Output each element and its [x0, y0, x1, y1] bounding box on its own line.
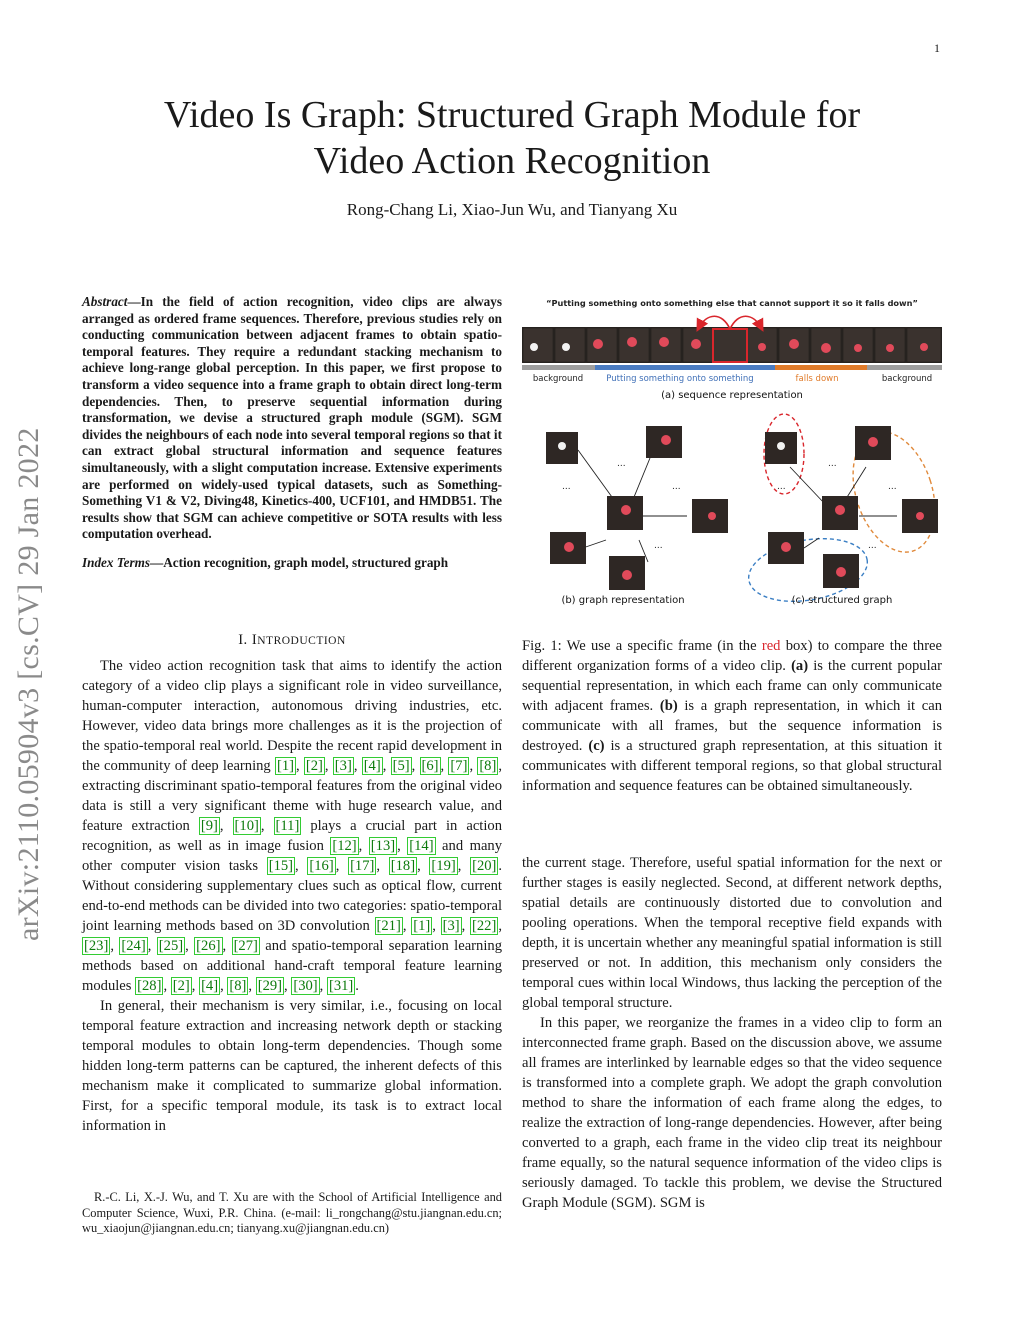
- citation-link[interactable]: [9]: [200, 818, 218, 834]
- introduction-body: [82, 656, 502, 1136]
- intro-paragraph-2: In general, their mechanism is very similar, i.e., focusing on local temporal feature extraction and increasing network depth or stacking temporal modules to obtain long-term dependencies. Though some hidden long-term patterns can be captured, the inherent defects of this mechanism make it complicated to summarize global information. First, for a specific temporal module, its task is to extract local information in: [82, 998, 502, 1134]
- figure-1-graphic: [522, 292, 942, 612]
- page-number: 1: [934, 41, 940, 55]
- citation-link[interactable]: [24]: [121, 938, 146, 954]
- graph-c-ellipsis-3: ...: [888, 482, 897, 492]
- graph-b-nodes: [546, 426, 728, 590]
- citation-link[interactable]: [14]: [409, 838, 434, 854]
- segment-falls: [775, 365, 867, 370]
- citation-link[interactable]: [8]: [479, 758, 497, 774]
- index-terms-text: —Action recognition, graph model, structured graph: [150, 554, 449, 570]
- intro-paragraph-1: The video action recognition task that aims to identify the action category of a video clip plays a significant role in video surveillance, human-computer interaction, autonomous driving industries, etc. However, video data brings more challenges as it is the projection of the spatio-temporal real world. Despite the recent rapid development in the community of deep learning [1] , [2] , [3] , [4] , [5] , [6] , [7] , [8] , extracting discriminant spatio-temporal features from the original video data is still a very significant theme with huge research value, and feature extraction [9] , [10] , [11] plays a crucial part in action recognition, as well as in image fusion [12] , [13] , [14] and many other computer vision tasks [15] , [16] , [17] , [18] , [19] , [20] . Without considering supplementary clues such as optical flow, current end-to-end methods can be divided into two categories: spatio-temporal joint learning methods based on 3D convolution [21] , [1] , [3] , [22] , [23] , [24] , [25] , [26] , [27] and spatio-temporal separation learning methods based on additional hand-craft temporal feature learning modules [28] , [2] , [4] , [8] , [29] , [30] , [31] .: [82, 658, 503, 994]
- citation-link[interactable]: [30]: [293, 978, 318, 994]
- subcaption-b: (b) graph representation: [561, 595, 685, 606]
- citation-link[interactable]: [26]: [196, 938, 221, 954]
- figure-1-caption: Fig. 1: We use a specific frame (in the red box) to compare the three different organization forms of a video clip. (a) is the current popular sequential representation, in which each frame can only communicate with adjacent frames. (b) is a graph representation, in which it can communicate with all frames, but the sequence information is destroyed. (c) is a structured graph representation, at this situation it communicates with different temporal regions, so that global structural information and sequence features can be obtained simultaneously.: [522, 638, 943, 794]
- citation-link[interactable]: [3]: [334, 758, 352, 774]
- subcaption-a: (a) sequence representation: [661, 390, 803, 401]
- graph-b-ellipsis-4: ...: [654, 541, 663, 551]
- citation-link[interactable]: [20]: [472, 858, 497, 874]
- abstract-label: Abstract: [82, 294, 128, 309]
- author-footnote: R.-C. Li, X.-J. Wu, and T. Xu are with the School of Artificial Intelligence and Computer Science, Wuxi, P.R. China. (e-mail: li_rongchang@stu.jiangnan.edu.cn; wu_xiaojun@jiangnan.edu.cn; tianyang.xu@jiangnan.edu.cn): [82, 1190, 502, 1235]
- graph-b-ellipsis-3: ...: [672, 482, 681, 492]
- citation-link[interactable]: [28]: [137, 978, 162, 994]
- graph-c-ellipsis-2: ...: [777, 482, 786, 492]
- citation-link[interactable]: [5]: [392, 758, 410, 774]
- citation-link[interactable]: [13]: [370, 838, 396, 854]
- highlighted-frame-box: [713, 329, 747, 362]
- figure-quote: “Putting something onto something else that cannot support it so it falls down”: [546, 298, 918, 308]
- caption-red-word: red: [761, 638, 781, 654]
- segment-background-1: [522, 365, 595, 370]
- citation-link[interactable]: [4]: [201, 978, 219, 994]
- citation-link[interactable]: [31]: [328, 978, 354, 994]
- citation-link[interactable]: [4]: [363, 758, 381, 774]
- citation-link[interactable]: [1]: [413, 918, 431, 934]
- title-line-1: Video Is Graph: Structured Graph Module for: [163, 94, 861, 136]
- citation-link[interactable]: [19]: [431, 858, 456, 874]
- subcaption-c: (c) structured graph: [791, 595, 893, 606]
- segment-putting: [595, 365, 775, 370]
- citation-link[interactable]: [1]: [276, 758, 294, 774]
- title-line-2: Video Action Recognition: [313, 140, 711, 182]
- citation-link[interactable]: [2]: [305, 758, 323, 774]
- right-paragraph-1: the current stage. Therefore, useful spatial information for the next or further stages is easily neglected. Second, at different network depths, spatial details are continuously distorted due to convolution and pooling operations. When the temporal receptive field expands with depth, it is uncertain whether any meaningful spatial information is still preserved or not. In addition, this mechanism only considers the temporal cues within local Windows, thus lacking the perception of the global temporal structure.: [522, 855, 942, 1011]
- arxiv-identifier: arXiv:2110.05904v3 [cs.CV] 29 Jan 2022: [12, 427, 45, 941]
- citation-link[interactable]: [17]: [350, 858, 375, 874]
- citation-link[interactable]: [18]: [390, 858, 416, 874]
- citation-link[interactable]: [21]: [376, 918, 401, 934]
- abstract-text: —In the field of action recognition, video clips are always arranged as ordered frame sequences. Therefore, previous studies rely on conducting communication between adjacent frames to obtain spatio-temporal features. They require a redundant stacking mechanism to achieve long-range global perception. In this paper, we first propose to transform a video sequence into a frame graph to obtain direct long-term dependencies. Then, to preserve sequential information during transformation, we devise a structured graph module (SGM). SGM divides the neighbours of each node into several temporal regions so that it can extract global structural information and sequence features simultaneously, with a slight computation increase. Extensive experiments are performed on widely-used typical datasets, such as Something-Something V1 & V2, Diving48, Kinetics-400, UCF101, and HMDB51. The results show that SGM can achieve competitive or SOTA results with less computation overhead.: [82, 294, 502, 542]
- citation-link[interactable]: [2]: [172, 978, 190, 994]
- segment-label-putting: Putting something onto something: [606, 374, 754, 384]
- graph-b-ellipsis-1: ...: [617, 459, 626, 469]
- graph-b-ellipsis-2: ...: [562, 482, 571, 492]
- abstract: [82, 294, 502, 572]
- citation-link[interactable]: [6]: [421, 758, 439, 774]
- citation-link[interactable]: [29]: [257, 978, 283, 994]
- segment-label-falls: falls down: [795, 374, 839, 384]
- citation-link[interactable]: [22]: [472, 918, 497, 934]
- citation-link[interactable]: [16]: [309, 858, 334, 874]
- figure-1: [522, 292, 942, 612]
- citation-link[interactable]: [11]: [275, 818, 300, 834]
- section-heading-introduction: I. INTRODUCTION: [238, 632, 346, 648]
- right-column-body: [522, 853, 942, 1213]
- citation-link[interactable]: [8]: [229, 978, 247, 994]
- citation-link[interactable]: [3]: [442, 918, 460, 934]
- segment-label-background-2: background: [881, 374, 933, 384]
- graph-c-ellipsis-4: ...: [868, 541, 877, 551]
- citation-link[interactable]: [25]: [158, 938, 184, 954]
- graph-c-nodes: [765, 426, 938, 588]
- citation-link[interactable]: [23]: [84, 938, 109, 954]
- citation-link[interactable]: [7]: [450, 758, 468, 774]
- graph-c-ellipsis-1: ...: [828, 459, 837, 469]
- author-list: Rong-Chang Li, Xiao-Jun Wu, and Tianyang Xu: [346, 200, 678, 219]
- paper-title: [0, 92, 1024, 184]
- citation-link[interactable]: [12]: [332, 838, 357, 854]
- segment-background-2: [867, 365, 942, 370]
- citation-link[interactable]: [15]: [268, 858, 294, 874]
- citation-link[interactable]: [10]: [234, 818, 259, 834]
- right-paragraph-2: In this paper, we reorganize the frames in a video clip to form an interconnected frame graph. Based on the discussion above, we assume all frames are interlinked by learnable edges so that the video sequence is transformed into a complete graph. We adopt the graph convolution method to share the information of each frame along the edges, to realize the extraction of long-range dependencies. However, after being converted to a graph, each frame in the video clip treat its neighbour frame equally, so the natural sequence information of the video clips is seriously damaged. To tackle this problem, we devise the Structured Graph Module (SGM). SGM is: [522, 1015, 942, 1211]
- index-terms-label: Index Terms: [82, 554, 151, 570]
- segment-label-background-1: background: [532, 374, 584, 384]
- citation-link[interactable]: [27]: [233, 938, 258, 954]
